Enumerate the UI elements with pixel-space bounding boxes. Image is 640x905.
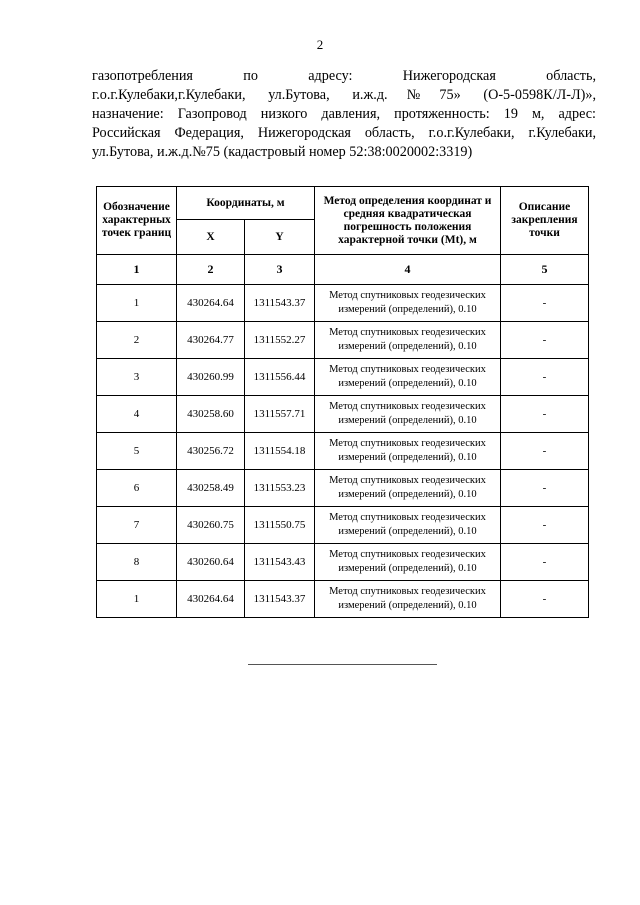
header-method: Метод определения координат и средняя квадратическая погрешность положения характерной точки (Mt), м <box>315 187 501 255</box>
table-row <box>97 359 589 396</box>
point-cell: 7 <box>97 507 177 544</box>
fixing-cell: - <box>501 433 589 470</box>
point-cell: 3 <box>97 359 177 396</box>
x-cell: 430264.64 <box>177 581 245 618</box>
point-cell: 5 <box>97 433 177 470</box>
fixing-cell: - <box>501 285 589 322</box>
table-row <box>97 544 589 581</box>
header-coordinates: Координаты, м <box>177 187 315 220</box>
point-cell: 2 <box>97 322 177 359</box>
point-cell: 1 <box>97 581 177 618</box>
end-divider <box>248 664 437 665</box>
intro-paragraph <box>92 67 596 162</box>
y-cell: 1311543.43 <box>245 544 315 581</box>
column-number: 5 <box>501 255 589 285</box>
fixing-cell: - <box>501 544 589 581</box>
fixing-cell: - <box>501 470 589 507</box>
table-row <box>97 322 589 359</box>
method-cell: Метод спутниковых геодезических измерений (определений), 0.10 <box>315 507 501 544</box>
table-row <box>97 470 589 507</box>
x-cell: 430256.72 <box>177 433 245 470</box>
column-number: 3 <box>245 255 315 285</box>
column-number-row <box>97 255 589 285</box>
fixing-cell: - <box>501 581 589 618</box>
point-cell: 4 <box>97 396 177 433</box>
paragraph-line: ул.Бутова, и.ж.д.№75 (кадастровый номер 52:38:0020002:3319) <box>92 144 473 160</box>
table-row <box>97 396 589 433</box>
method-cell: Метод спутниковых геодезических измерений (определений), 0.10 <box>315 544 501 581</box>
fixing-cell: - <box>501 507 589 544</box>
table-row <box>97 581 589 618</box>
point-cell: 1 <box>97 285 177 322</box>
method-cell: Метод спутниковых геодезических измерений (определений), 0.10 <box>315 359 501 396</box>
column-number: 4 <box>315 255 501 285</box>
method-cell: Метод спутниковых геодезических измерений (определений), 0.10 <box>315 433 501 470</box>
y-cell: 1311543.37 <box>245 285 315 322</box>
paragraph-line: г.о.г.Кулебаки,г.Кулебаки, ул.Бутова, и.ж.д.№75» (О-5-0598К/Л-Л)», <box>92 87 596 103</box>
table-header-row <box>97 187 589 220</box>
y-cell: 1311554.18 <box>245 433 315 470</box>
y-cell: 1311556.44 <box>245 359 315 396</box>
method-cell: Метод спутниковых геодезических измерений (определений), 0.10 <box>315 322 501 359</box>
table-row <box>97 285 589 322</box>
header-x: X <box>177 220 245 255</box>
x-cell: 430258.49 <box>177 470 245 507</box>
page-number: 2 <box>316 37 324 52</box>
fixing-cell: - <box>501 396 589 433</box>
method-cell: Метод спутниковых геодезических измерений (определений), 0.10 <box>315 581 501 618</box>
point-cell: 8 <box>97 544 177 581</box>
paragraph-line: газопотребления по адресу: Нижегородская область, <box>92 68 596 84</box>
column-number: 1 <box>97 255 177 285</box>
method-cell: Метод спутниковых геодезических измерений (определений), 0.10 <box>315 396 501 433</box>
header-fixing-description: Описание закрепления точки <box>501 187 589 255</box>
x-cell: 430260.99 <box>177 359 245 396</box>
fixing-cell: - <box>501 322 589 359</box>
x-cell: 430264.64 <box>177 285 245 322</box>
table-row <box>97 433 589 470</box>
y-cell: 1311557.71 <box>245 396 315 433</box>
x-cell: 430260.75 <box>177 507 245 544</box>
y-cell: 1311550.75 <box>245 507 315 544</box>
table-row <box>97 507 589 544</box>
y-cell: 1311552.27 <box>245 322 315 359</box>
x-cell: 430258.60 <box>177 396 245 433</box>
x-cell: 430264.77 <box>177 322 245 359</box>
header-y: Y <box>245 220 315 255</box>
fixing-cell: - <box>501 359 589 396</box>
y-cell: 1311543.37 <box>245 581 315 618</box>
method-cell: Метод спутниковых геодезических измерений (определений), 0.10 <box>315 470 501 507</box>
x-cell: 430260.64 <box>177 544 245 581</box>
column-number: 2 <box>177 255 245 285</box>
y-cell: 1311553.23 <box>245 470 315 507</box>
header-point-designation: Обозначение характерных точек границ <box>97 187 177 255</box>
paragraph-line: Российская Федерация, Нижегородская область, г.о.г.Кулебаки, г.Кулебаки, <box>92 125 596 141</box>
paragraph-line: назначение: Газопровод низкого давления, протяженность: 19 м, адрес: <box>92 106 596 122</box>
coordinates-table <box>96 186 589 618</box>
point-cell: 6 <box>97 470 177 507</box>
method-cell: Метод спутниковых геодезических измерений (определений), 0.10 <box>315 285 501 322</box>
